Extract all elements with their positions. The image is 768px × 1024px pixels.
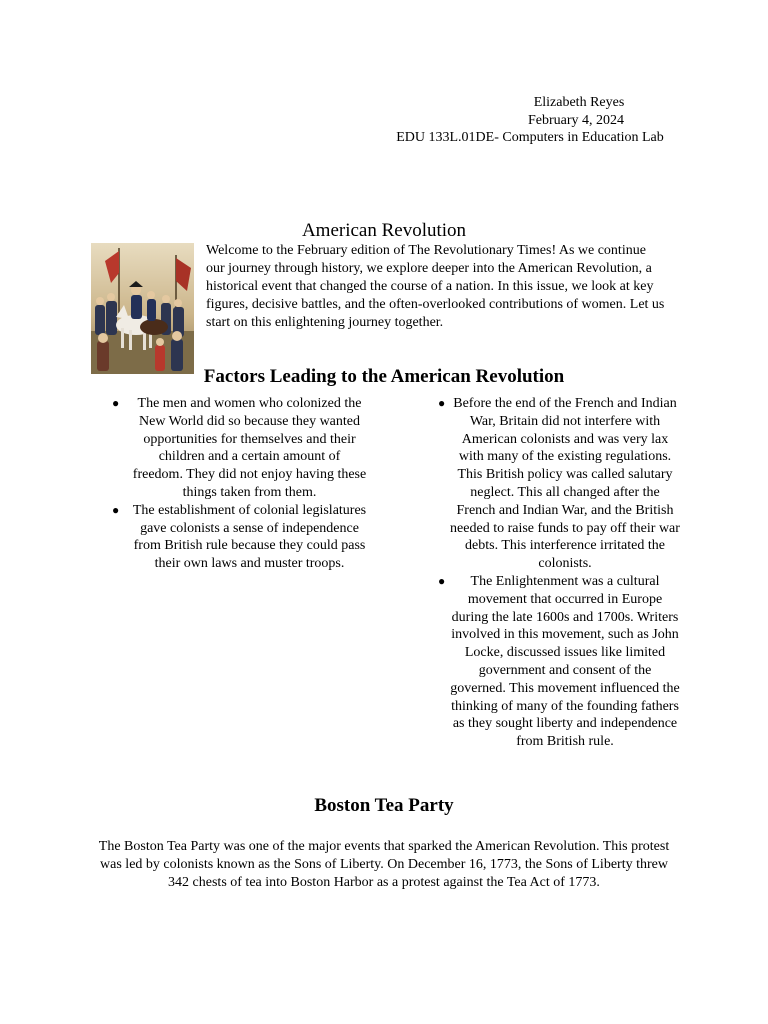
section-title-american-revolution: American Revolution	[301, 220, 467, 241]
factors-right-column	[438, 395, 683, 751]
bullet-icon: ●	[112, 502, 120, 517]
document-header	[320, 94, 720, 147]
course-name: EDU 133L.01DE- Computers in Education Lab	[396, 130, 664, 145]
section-title-boston-tea-party: Boston Tea Party	[314, 795, 454, 816]
list-item	[112, 502, 392, 573]
list-item-text: The Enlightenment was a cultural movement that occurred in Europe during the late 1600s and 1700s. Writers involved in this movement, such as John Locke, discussed issues like limited government and consent of the governed. This movement influenced the thinking of many of the founding fathers as they sought liberty and independence from British rule.	[450, 573, 680, 750]
list-item	[438, 395, 683, 573]
author-name: Elizabeth Reyes	[533, 95, 625, 110]
document-date: February 4, 2024	[527, 112, 625, 128]
revolutionary-war-painting	[91, 243, 194, 374]
list-item-text: Before the end of the French and Indian War, Britain did not interfere with American colonists and was very lax with many of the existing regulations. This British policy was called salutary neglect. This all changed after the French and Indian War, and the British needed to raise funds to pay off their war debts. This interference irritated the colonists.	[450, 396, 680, 572]
intro-paragraph: Welcome to the February edition of The Revolutionary Times! As we continue our journey through history, we explore deeper into the American Revolution, a historical event that changed the course of a nation. In this issue, we look at key figures, decisive battles, and the often-overlooked contributions of women. Let us start on this enlightening journey together.	[206, 243, 665, 330]
bullet-icon: ●	[112, 396, 120, 410]
list-item-text: The men and women who colonized the New World did so because they wanted opportunities for themselves and their children and a certain amount of freedom. They did not enjoy having these things taken from them.	[132, 396, 367, 500]
list-item	[112, 395, 392, 502]
boston-tea-party-paragraph: The Boston Tea Party was one of the major events that sparked the American Revolution. This protest was led by colonists known as the Sons of Liberty. On December 16, 1773, the Sons of Liberty threw 342 chests of tea into Boston Harbor as a protest against the Tea Act of 1773.	[98, 839, 670, 890]
bullet-icon: ●	[438, 396, 446, 410]
section-title-factors: Factors Leading to the American Revolution	[203, 366, 565, 387]
bullet-icon: ●	[438, 573, 446, 588]
factors-left-column	[112, 395, 392, 573]
list-item-text: The establishment of colonial legislatures gave colonists a sense of independence from British rule because they could pass their own laws and muster troops.	[132, 502, 367, 572]
list-item	[438, 573, 683, 751]
